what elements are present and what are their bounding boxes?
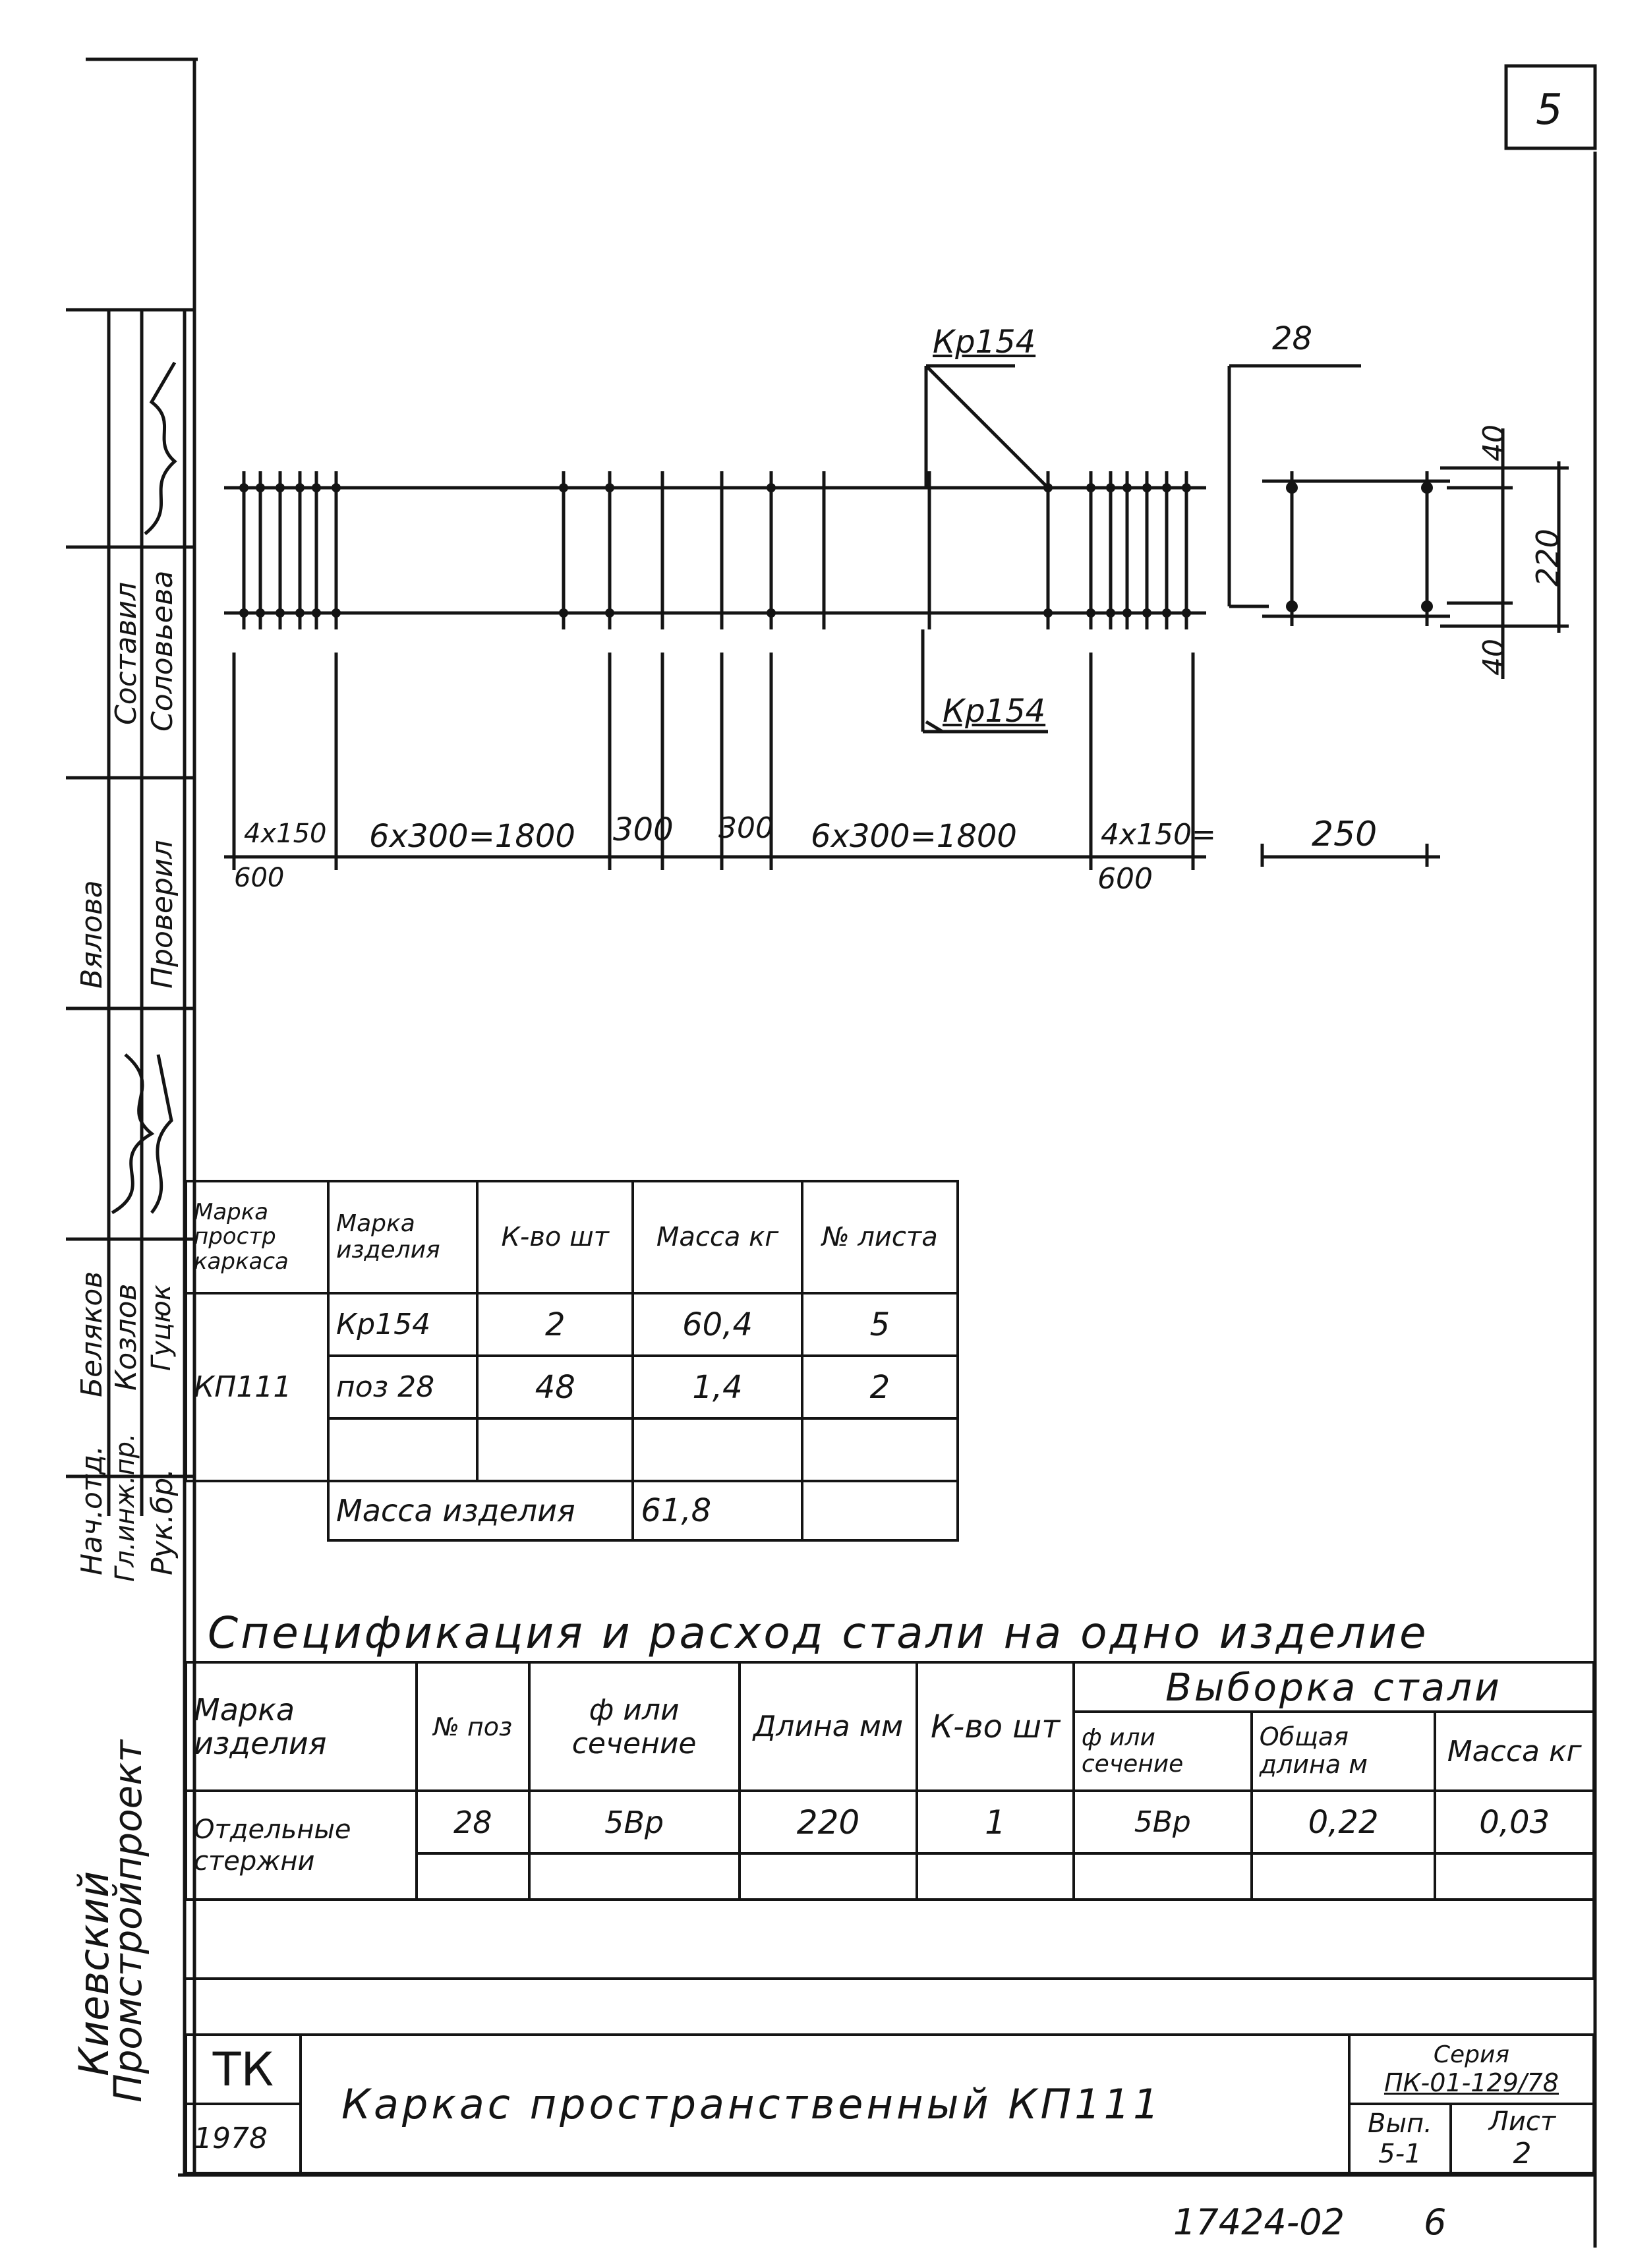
comp-cell: 5 (802, 1293, 958, 1356)
comp-header-qty: К-во шт (477, 1181, 633, 1293)
spec-empty-cell (1252, 1853, 1436, 1900)
comp-frame-mark: КП111 (186, 1293, 328, 1481)
title-sheet-value: 2 (1513, 2137, 1532, 2170)
sidebar-check-name-2: Вялова (75, 880, 109, 989)
section-position-label: 28 (1272, 320, 1313, 357)
sidebar-name-1: Беляков (75, 1271, 109, 1397)
title-sheet-cell (1451, 2104, 1594, 2173)
comp-cell: 2 (477, 1293, 633, 1356)
dim-mid-left: 300 (613, 811, 674, 848)
spec-header-selection: Выборка стали (1074, 1662, 1594, 1712)
signature-image (138, 343, 185, 540)
dim-cover-top: 40 (1477, 424, 1511, 461)
spec-empty-cell (417, 1853, 529, 1900)
title-issue-label: Вып. (1368, 2108, 1432, 2139)
comp-header-frame-mark: Марка простр каркаса (186, 1181, 328, 1293)
dim-mid-right: 300 (718, 811, 774, 845)
callout-top-label: Кр154 (933, 324, 1036, 361)
comp-cell: поз 28 (328, 1356, 477, 1418)
sidebar-role-chief-engineer: Гл.инж.пр. (110, 1433, 140, 1582)
comp-header-sheet: № листа (802, 1181, 958, 1293)
sidebar-check-name-1: Соловьева (146, 570, 179, 732)
dim-left-group: 4х150 (244, 819, 327, 849)
spec-cell-pos: 28 (417, 1791, 529, 1853)
comp-cell: Кр154 (328, 1293, 477, 1356)
spec-cell-length: 220 (740, 1791, 917, 1853)
comp-cell (802, 1481, 958, 1540)
sheet-number: 5 (1536, 86, 1563, 134)
sidebar-check-role-1: Составил (109, 581, 143, 725)
composition-table (185, 1180, 959, 1542)
spec-cell-sel-section: 5Вр (1074, 1791, 1252, 1853)
comp-cell: 60,4 (633, 1293, 801, 1356)
dim-left-total: 600 (234, 863, 285, 893)
spec-header-sel-mass: Масса кг (1435, 1712, 1594, 1791)
archive-code: 17424-02 (1173, 2201, 1345, 2243)
comp-header-item-mark: Марка изделия (328, 1181, 477, 1293)
spec-header-sel-length: Общая длина м (1252, 1712, 1436, 1791)
title-main: Каркас пространственный КП111 (301, 2035, 1349, 2173)
sidebar-role-head: Нач.отд. (75, 1445, 109, 1575)
comp-total-value: 61,8 (633, 1481, 801, 1540)
callout-bottom-label: Кр154 (943, 693, 1046, 730)
dim-left-span: 6х300=1800 (369, 818, 575, 855)
sidebar-role-group-lead: Рук.бр. (146, 1468, 179, 1575)
title-series-cell (1349, 2035, 1594, 2104)
comp-cell (802, 1418, 958, 1481)
archive-page: 6 (1424, 2201, 1447, 2243)
comp-header-mass: Масса кг (633, 1181, 801, 1293)
title-series-label: Серия (1433, 2041, 1510, 2068)
dim-right-total: 600 (1097, 862, 1153, 896)
title-year-cell: 1978 (186, 2104, 301, 2173)
spec-cell-sel-length: 0,22 (1252, 1791, 1436, 1853)
comp-total-label: Масса изделия (328, 1481, 633, 1540)
comp-cell: 2 (802, 1356, 958, 1418)
sidebar-name-2: Козлов (109, 1283, 143, 1391)
title-sheet-label: Лист (1488, 2107, 1556, 2137)
spec-cell-section: 5Вр (529, 1791, 740, 1853)
title-org-cell: ТК (186, 2035, 301, 2104)
sidebar-name-3: Гуцюк (146, 1284, 177, 1371)
spec-header-section: ф или сечение (529, 1662, 740, 1791)
comp-empty-cell (186, 1481, 328, 1540)
spec-cell-sel-mass: 0,03 (1435, 1791, 1594, 1853)
title-issue-value: 5-1 (1378, 2138, 1422, 2169)
dim-section-width: 250 (1312, 815, 1378, 854)
title-series-value: ПК-01-129/78 (1383, 2068, 1559, 2097)
comp-cell: 1,4 (633, 1356, 801, 1418)
spec-header-sel-section: ф или сечение (1074, 1712, 1252, 1791)
comp-cell: 48 (477, 1356, 633, 1418)
spec-cell-mark: Отдельные стержни (186, 1791, 417, 1900)
spec-header-pos: № поз (417, 1662, 529, 1791)
signature-image (99, 1028, 185, 1226)
spec-empty-cell (917, 1853, 1074, 1900)
dim-right-span: 6х300=1800 (811, 818, 1017, 855)
spec-title: Спецификация и расход стали на одно изделие (208, 1608, 1429, 1658)
spec-table (185, 1661, 1595, 1980)
spec-header-qty: К-во шт (917, 1662, 1074, 1791)
comp-cell (633, 1418, 801, 1481)
sidebar-org-line2: Промстройпроект (105, 1739, 150, 2103)
spec-empty-cell (529, 1853, 740, 1900)
dim-section-height: 220 (1530, 529, 1565, 587)
spec-empty-cell (1074, 1853, 1252, 1900)
spec-footer-space (186, 1900, 1594, 1979)
sidebar-org-line1: Киевский (70, 1871, 118, 2076)
spec-cell-qty: 1 (917, 1791, 1074, 1853)
spec-empty-cell (740, 1853, 917, 1900)
sidebar-check-role-2: Проверил (146, 840, 179, 989)
spec-header-length: Длина мм (740, 1662, 917, 1791)
spec-empty-cell (1435, 1853, 1594, 1900)
comp-cell (477, 1418, 633, 1481)
spec-header-mark: Марка изделия (186, 1662, 417, 1791)
dim-right-group: 4х150= (1101, 818, 1216, 852)
comp-cell (328, 1418, 477, 1481)
dim-cover-bottom: 40 (1477, 639, 1511, 676)
title-block (185, 2033, 1595, 2174)
title-issue-cell (1349, 2104, 1451, 2173)
